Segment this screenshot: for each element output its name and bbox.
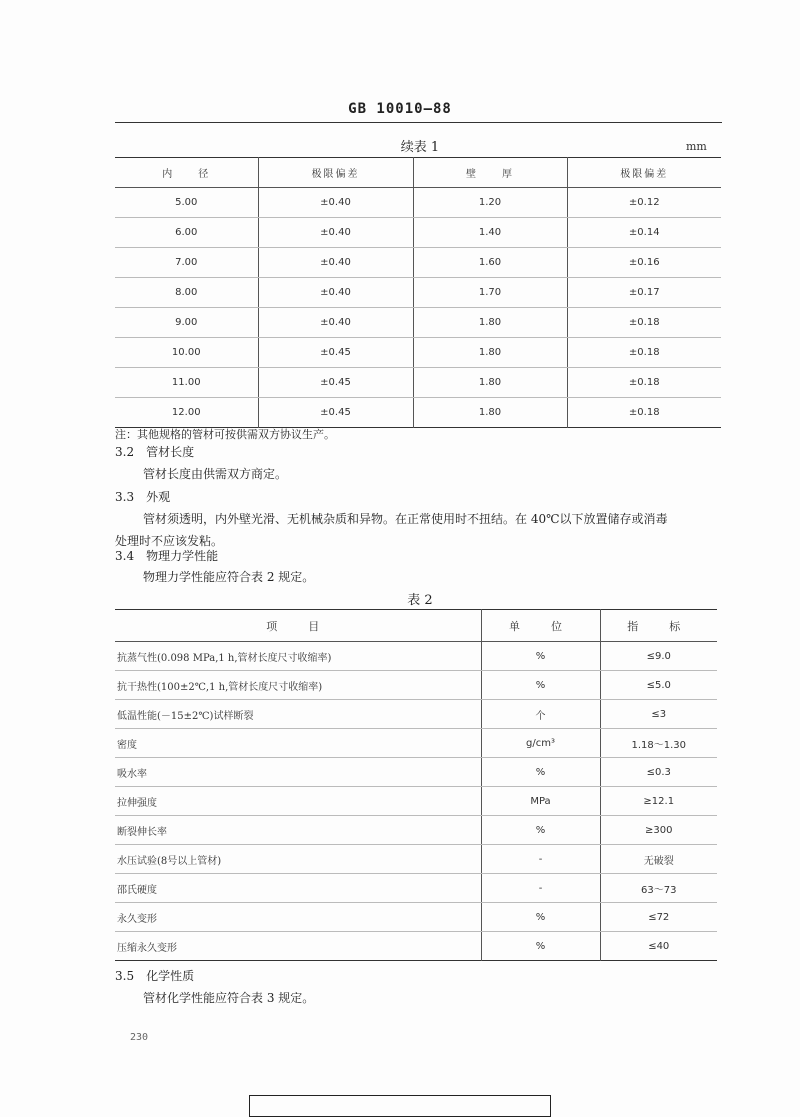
table2-unit-cell: % bbox=[481, 816, 600, 845]
table1-row bbox=[115, 368, 721, 398]
table1-cell: 11.00 bbox=[115, 368, 258, 398]
table2-indicator-cell: ≥300 bbox=[600, 816, 717, 845]
table1 bbox=[115, 157, 721, 428]
table2-unit-cell: % bbox=[481, 758, 600, 787]
table2-unit-cell: g/cm³ bbox=[481, 729, 600, 758]
table2-item-cell: 低温性能(－15±2℃)试样断裂 bbox=[115, 700, 481, 729]
table2-indicator-cell: 63～73 bbox=[600, 874, 717, 903]
table1-cell: 1.60 bbox=[413, 248, 567, 278]
table1-cell: 1.70 bbox=[413, 278, 567, 308]
table1-cell: ±0.18 bbox=[567, 308, 721, 338]
table1-col-thickness-tolerance: 极限偏差 bbox=[567, 158, 721, 188]
table1-cell: ±0.45 bbox=[258, 368, 413, 398]
table2-indicator-cell: ≤9.0 bbox=[600, 642, 717, 671]
table2-indicator-cell: 1.18～1.30 bbox=[600, 729, 717, 758]
table1-cell: 12.00 bbox=[115, 398, 258, 428]
section-3-3-body-line2: 处理时不应该发粘。 bbox=[115, 534, 224, 548]
table2-row bbox=[115, 874, 717, 903]
table2-unit-cell: % bbox=[481, 671, 600, 700]
table1-header-row bbox=[115, 158, 721, 188]
table1-row bbox=[115, 188, 721, 218]
table1-cell: 5.00 bbox=[115, 188, 258, 218]
section-3-4-heading: 3.4 物理力学性能 bbox=[115, 549, 219, 563]
table1-row bbox=[115, 218, 721, 248]
table1-cell: 7.00 bbox=[115, 248, 258, 278]
table2-row bbox=[115, 787, 717, 816]
table2-row bbox=[115, 932, 717, 961]
table1-cell: ±0.12 bbox=[567, 188, 721, 218]
table1-cell: ±0.40 bbox=[258, 278, 413, 308]
table2-indicator-cell: 无破裂 bbox=[600, 845, 717, 874]
table1-cell: ±0.14 bbox=[567, 218, 721, 248]
table1-note: 注：其他规格的管材可按供需双方协议生产。 bbox=[115, 428, 335, 441]
table2-col-unit: 单 位 bbox=[481, 610, 600, 642]
table2-item-cell: 吸水率 bbox=[115, 758, 481, 787]
table2-unit-cell: 个 bbox=[481, 700, 600, 729]
table1-cell: 1.80 bbox=[413, 308, 567, 338]
table1-cell: ±0.40 bbox=[258, 218, 413, 248]
standard-code: GB 10010—88 bbox=[348, 101, 452, 117]
section-3-5-heading: 3.5 化学性质 bbox=[115, 969, 195, 983]
table1-col-wall-thickness: 壁 厚 bbox=[413, 158, 567, 188]
table2-indicator-cell: ≤40 bbox=[648, 940, 670, 952]
table1-row bbox=[115, 338, 721, 368]
table2-unit-cell: - bbox=[481, 874, 600, 903]
table2-col-indicator: 指 标 bbox=[600, 610, 717, 642]
table1-cell: ±0.18 bbox=[628, 407, 660, 418]
table2-indicator-cell: ≤5.0 bbox=[600, 671, 717, 700]
table2-indicator-cell: ≤3 bbox=[600, 700, 717, 729]
table1-cell: ±0.40 bbox=[258, 248, 413, 278]
table1-cell: 6.00 bbox=[115, 218, 258, 248]
table1-caption: 续表 1 bbox=[400, 140, 440, 155]
table2-indicator-cell: ≤72 bbox=[600, 903, 717, 932]
table1-cell: ±0.45 bbox=[258, 398, 413, 428]
table1-cell: ±0.40 bbox=[258, 188, 413, 218]
table1-col-inner-diameter: 内 径 bbox=[115, 158, 258, 188]
table2-item-cell: 拉伸强度 bbox=[115, 787, 481, 816]
table2-item-cell: 抗蒸气性(0.098 MPa,1 h,管材长度尺寸收缩率) bbox=[115, 642, 481, 671]
table1-row bbox=[115, 308, 721, 338]
section-3-3-body-line1: 管材须透明，内外壁光滑、无机械杂质和异物。在正常使用时不扭结。在 40℃以下放置储存或消毒 bbox=[143, 512, 668, 526]
table1-cell: 8.00 bbox=[115, 278, 258, 308]
table1-row bbox=[115, 398, 721, 428]
table2-row bbox=[115, 816, 717, 845]
section-3-4-body: 物理力学性能应符合表 2 规定。 bbox=[143, 570, 315, 584]
table2-row bbox=[115, 671, 717, 700]
page-number: 230 bbox=[130, 1032, 149, 1043]
table1-cell: 1.80 bbox=[413, 398, 567, 428]
table2-item-cell: 永久变形 bbox=[115, 903, 481, 932]
section-3-3-heading: 3.3 外观 bbox=[115, 490, 171, 504]
table2-item-cell: 水压试验(8号以上管材) bbox=[115, 845, 481, 874]
header-rule bbox=[115, 122, 722, 123]
table2-item-cell: 密度 bbox=[115, 729, 481, 758]
table1-cell: 9.00 bbox=[115, 308, 258, 338]
table1-cell: ±0.17 bbox=[567, 278, 721, 308]
section-3-5-body: 管材化学性能应符合表 3 规定。 bbox=[143, 991, 315, 1005]
table2-item-cell: 断裂伸长率 bbox=[115, 816, 481, 845]
table2-row bbox=[115, 700, 717, 729]
table2-row bbox=[115, 642, 717, 671]
table2-row bbox=[115, 845, 717, 874]
table2-unit-cell: - bbox=[481, 845, 600, 874]
table2-unit-cell: % bbox=[481, 642, 600, 671]
table2-unit-cell: % bbox=[481, 932, 600, 961]
table2-unit-cell: % bbox=[481, 903, 600, 932]
table2-col-item: 项 目 bbox=[115, 610, 481, 642]
table1-cell: 1.80 bbox=[413, 338, 567, 368]
table2-body bbox=[115, 642, 717, 961]
table2-indicator-cell: ≤0.3 bbox=[600, 758, 717, 787]
table2-header-row bbox=[115, 610, 717, 642]
table1-cell: ±0.18 bbox=[567, 338, 721, 368]
table2-item-cell: 压缩永久变形 bbox=[115, 932, 481, 961]
table1-cell: 1.20 bbox=[413, 188, 567, 218]
table2 bbox=[115, 609, 717, 961]
table1-cell: 10.00 bbox=[115, 338, 258, 368]
table2-row bbox=[115, 903, 717, 932]
table2-unit-cell: MPa bbox=[481, 787, 600, 816]
table2-indicator-cell: ≥12.1 bbox=[600, 787, 717, 816]
table1-unit: mm bbox=[686, 140, 707, 153]
table1-cell: ±0.45 bbox=[258, 338, 413, 368]
section-3-2-body: 管材长度由供需双方商定。 bbox=[143, 467, 288, 481]
table1-row bbox=[115, 278, 721, 308]
table2-row bbox=[115, 729, 717, 758]
table2-item-cell: 邵氏硬度 bbox=[115, 874, 481, 903]
table1-body bbox=[115, 188, 721, 428]
section-3-2-heading: 3.2 管材长度 bbox=[115, 445, 195, 459]
table1-col-diameter-tolerance: 极限偏差 bbox=[258, 158, 413, 188]
footer-box bbox=[249, 1095, 551, 1117]
table2-caption: 表 2 bbox=[407, 593, 433, 608]
table2-row bbox=[115, 758, 717, 787]
table1-cell: ±0.18 bbox=[567, 368, 721, 398]
table2-item-cell: 抗干热性(100±2℃,1 h,管材长度尺寸收缩率) bbox=[115, 671, 481, 700]
table1-row bbox=[115, 248, 721, 278]
table1-cell: 1.40 bbox=[413, 218, 567, 248]
table1-cell: ±0.16 bbox=[567, 248, 721, 278]
table1-cell: ±0.40 bbox=[258, 308, 413, 338]
table1-cell: 1.80 bbox=[413, 368, 567, 398]
